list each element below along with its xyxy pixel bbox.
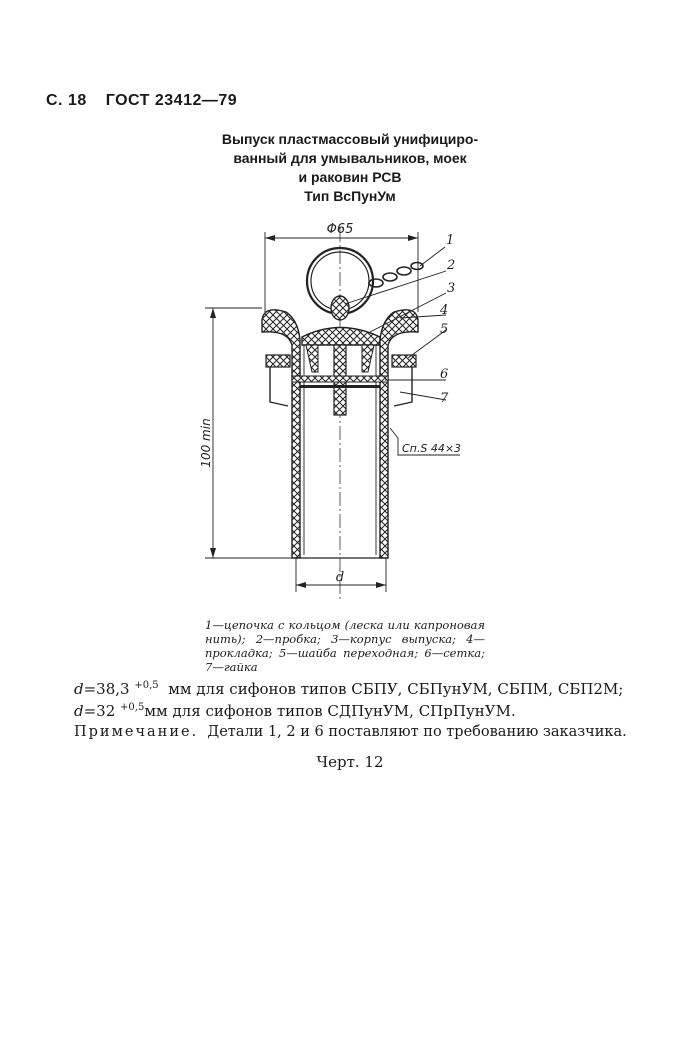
- formula-line: [74, 680, 623, 698]
- callout-1: 1: [446, 233, 455, 248]
- formula-variable: d: [74, 680, 84, 698]
- figure-caption: Черт. 12: [316, 753, 384, 771]
- title-line: ванный для умывальников, моек: [233, 150, 467, 166]
- plug: [302, 296, 380, 415]
- thread-mark: [390, 428, 461, 455]
- diameter-label: Φ65: [326, 222, 354, 237]
- formula-variable: d: [74, 702, 84, 720]
- formula-value: =38,3: [83, 680, 130, 698]
- thread-label: Сп.S 44×3: [402, 442, 462, 455]
- callout-4: 4: [440, 303, 449, 318]
- page-number: С. 18: [46, 92, 87, 109]
- standard-number: ГОСТ 23412—79: [105, 92, 238, 109]
- ring-and-chain: [307, 248, 423, 314]
- bottom-dimension: [296, 558, 386, 592]
- title-line: и раковин РСВ: [298, 169, 402, 185]
- callout-2: 2: [447, 258, 456, 273]
- title-line: Тип ВсПунУм: [304, 188, 396, 204]
- note-label: Примечание.: [74, 724, 199, 740]
- callout-3: 3: [447, 281, 456, 296]
- bottom-label: d: [335, 570, 345, 585]
- formula-line: [74, 702, 516, 720]
- height-label: 100 min: [199, 418, 213, 468]
- formula-value: =32: [83, 702, 116, 720]
- formula-text: мм для сифонов типов СДПунУМ, СПрПунУМ.: [144, 702, 516, 720]
- note: [74, 724, 627, 740]
- formula-text: мм для сифонов типов СБПУ, СБПунУМ, СБПМ, СБП2М;: [168, 680, 624, 698]
- formula-tolerance: +0,5: [134, 680, 159, 691]
- parts-legend: 1—цепочка с кольцом (леска или капроновая нить); 2—пробка; 3—корпус выпуска; 4—прокладка; 5—шайба переходная; 6—сетка; 7—гайка: [205, 618, 485, 674]
- callout-7: 7: [440, 391, 449, 406]
- formula-tolerance: +0,5: [120, 702, 145, 713]
- callout-6: 6: [440, 367, 449, 382]
- title-line: Выпуск пластмассовый унифициро-: [221, 131, 479, 147]
- height-dimension: [199, 308, 296, 558]
- note-text: Детали 1, 2 и 6 поставляют по требованию заказчика.: [207, 724, 627, 740]
- callout-5: 5: [440, 322, 449, 337]
